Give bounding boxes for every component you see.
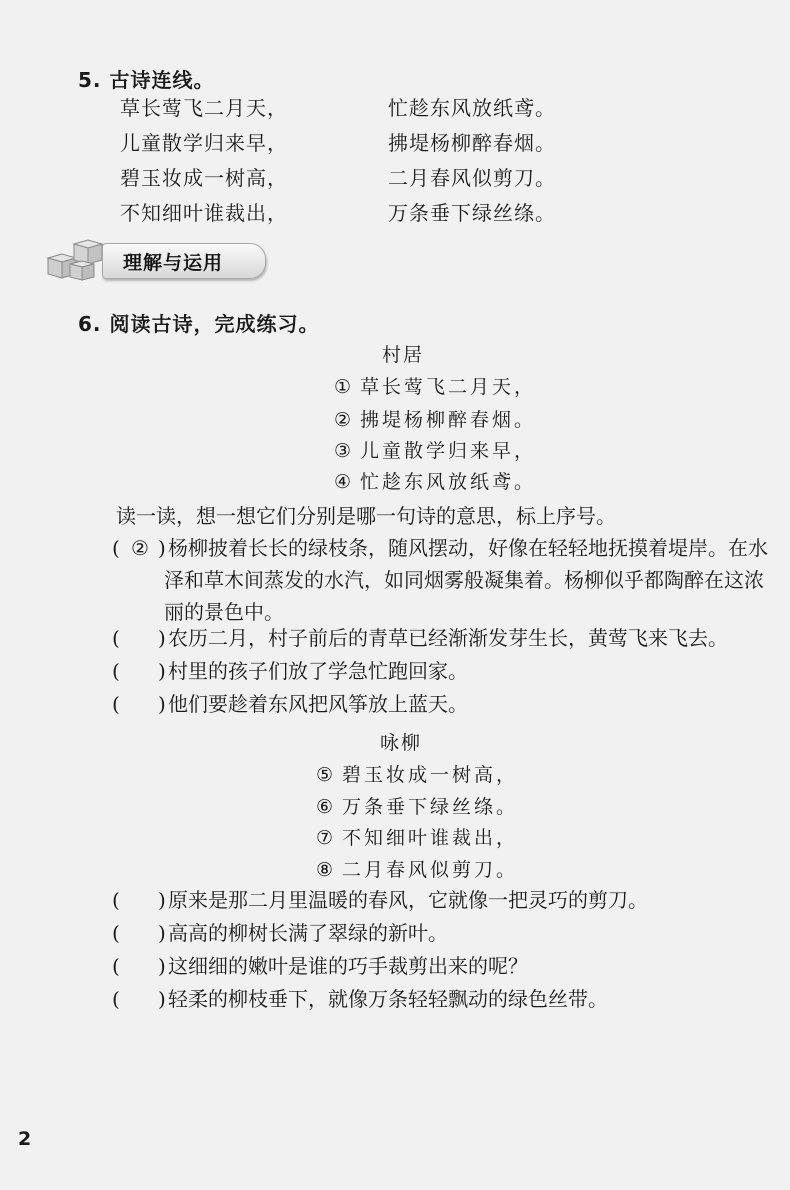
poem-line (316, 855, 518, 882)
poem-line (334, 372, 536, 399)
line-number: ⑧ (316, 859, 337, 881)
line-number: ⑥ (316, 796, 337, 818)
meaning-text: 这细细的嫩叶是谁的巧手裁剪出来的呢？ (168, 954, 528, 978)
line-text: 草长莺飞二月天， (360, 376, 537, 398)
meaning-text: 高高的柳树长满了翠绿的新叶。 (168, 921, 448, 945)
match-left-item[interactable]: 不知细叶谁裁出， (120, 201, 288, 225)
cubes-icon (44, 230, 110, 282)
section-label-bar (102, 243, 266, 279)
line-text: 碧玉妆成一树高， (342, 764, 519, 786)
line-text: 儿童散学归来早， (360, 440, 537, 462)
line-number: ⑤ (316, 764, 337, 786)
line-text: 万条垂下绿丝绦。 (342, 796, 519, 818)
line-text: 拂堤杨柳醉春烟。 (360, 409, 537, 431)
line-text: 二月春风似剪刀。 (342, 859, 519, 881)
meaning-text: 他们要趁着东风把风筝放上蓝天。 (168, 692, 468, 716)
question-5-title (78, 64, 215, 93)
match-left-item[interactable]: 碧玉妆成一树高， (120, 166, 288, 190)
line-text: 忙趁东风放纸鸢。 (360, 471, 537, 493)
meaning-text: 丽的景色中。 (164, 600, 284, 624)
poem-line (316, 760, 518, 787)
poem-title: 村居 (382, 344, 425, 366)
answer-item: ( ) 他们要趁着东风把风筝放上蓝天。 (112, 692, 468, 716)
match-left-item[interactable]: 儿童散学归来早， (120, 131, 288, 155)
answer-item: ( ② ) 杨柳披着长长的绿枝条，随风摆动，好像在轻轻地抚摸着堤岸。在水 泽和草木间蒸发的水汽，如同烟雾般凝集着。杨柳似乎都陶醉在这浓 丽的景色中。 (112, 532, 772, 628)
question-number: 6. (78, 312, 102, 336)
question-number: 5. (78, 68, 102, 92)
line-number: ① (334, 376, 355, 398)
meaning-text: 农历二月，村子前后的青草已经渐渐发芽生长，黄莺飞来飞去。 (168, 626, 728, 650)
meaning-text: 杨柳披着长长的绿枝条，随风摆动，好像在轻轻地抚摸着堤岸。在水 (168, 536, 768, 560)
question-text: 阅读古诗，完成练习。 (109, 312, 320, 336)
line-number: ② (334, 409, 355, 431)
line-number: ⑦ (316, 827, 337, 849)
meaning-text: 村里的孩子们放了学急忙跑回家。 (168, 659, 468, 683)
match-left-item[interactable]: 草长莺飞二月天， (120, 96, 288, 120)
poem-line (334, 467, 536, 494)
line-number: ③ (334, 440, 355, 462)
poem-line (316, 792, 518, 819)
answer-item: ( ) 高高的柳树长满了翠绿的新叶。 (112, 921, 448, 945)
answer-item: ( ) 原来是那二月里温暖的春风，它就像一把灵巧的剪刀。 (112, 888, 648, 912)
match-right-item[interactable]: 二月春风似剪刀。 (388, 166, 556, 190)
poem-line (334, 405, 536, 432)
answer-item: ( ) 村里的孩子们放了学急忙跑回家。 (112, 659, 468, 683)
line-text: 不知细叶谁裁出， (342, 827, 519, 849)
answer-blank[interactable]: ② (131, 536, 149, 560)
question-text: 古诗连线。 (109, 68, 215, 92)
match-right-item[interactable]: 拂堤杨柳醉春烟。 (388, 131, 556, 155)
meaning-text: 轻柔的柳枝垂下，就像万条轻轻飘动的绿色丝带。 (168, 987, 608, 1011)
line-number: ④ (334, 471, 355, 493)
poem-line (316, 823, 518, 850)
answer-item: ( ) 农历二月，村子前后的青草已经渐渐发芽生长，黄莺飞来飞去。 (112, 626, 728, 650)
match-right-item[interactable]: 忙趁东风放纸鸢。 (388, 96, 556, 120)
answer-item: ( ) 这细细的嫩叶是谁的巧手裁剪出来的呢？ (112, 954, 528, 978)
poem-line (334, 436, 536, 463)
instruction-text: 读一读，想一想它们分别是哪一句诗的意思，标上序号。 (116, 504, 616, 528)
section-banner (44, 230, 244, 282)
answer-item: ( ) 轻柔的柳枝垂下，就像万条轻轻飘动的绿色丝带。 (112, 987, 608, 1011)
section-label: 理解与运用 (123, 252, 224, 274)
page-number: 2 (18, 1128, 32, 1150)
question-6-title (78, 308, 320, 337)
poem-title: 咏柳 (380, 732, 423, 754)
meaning-text: 泽和草木间蒸发的水汽，如同烟雾般凝集着。杨柳似乎都陶醉在这浓 (164, 568, 764, 592)
match-right-item[interactable]: 万条垂下绿丝绦。 (388, 201, 556, 225)
meaning-text: 原来是那二月里温暖的春风，它就像一把灵巧的剪刀。 (168, 888, 648, 912)
